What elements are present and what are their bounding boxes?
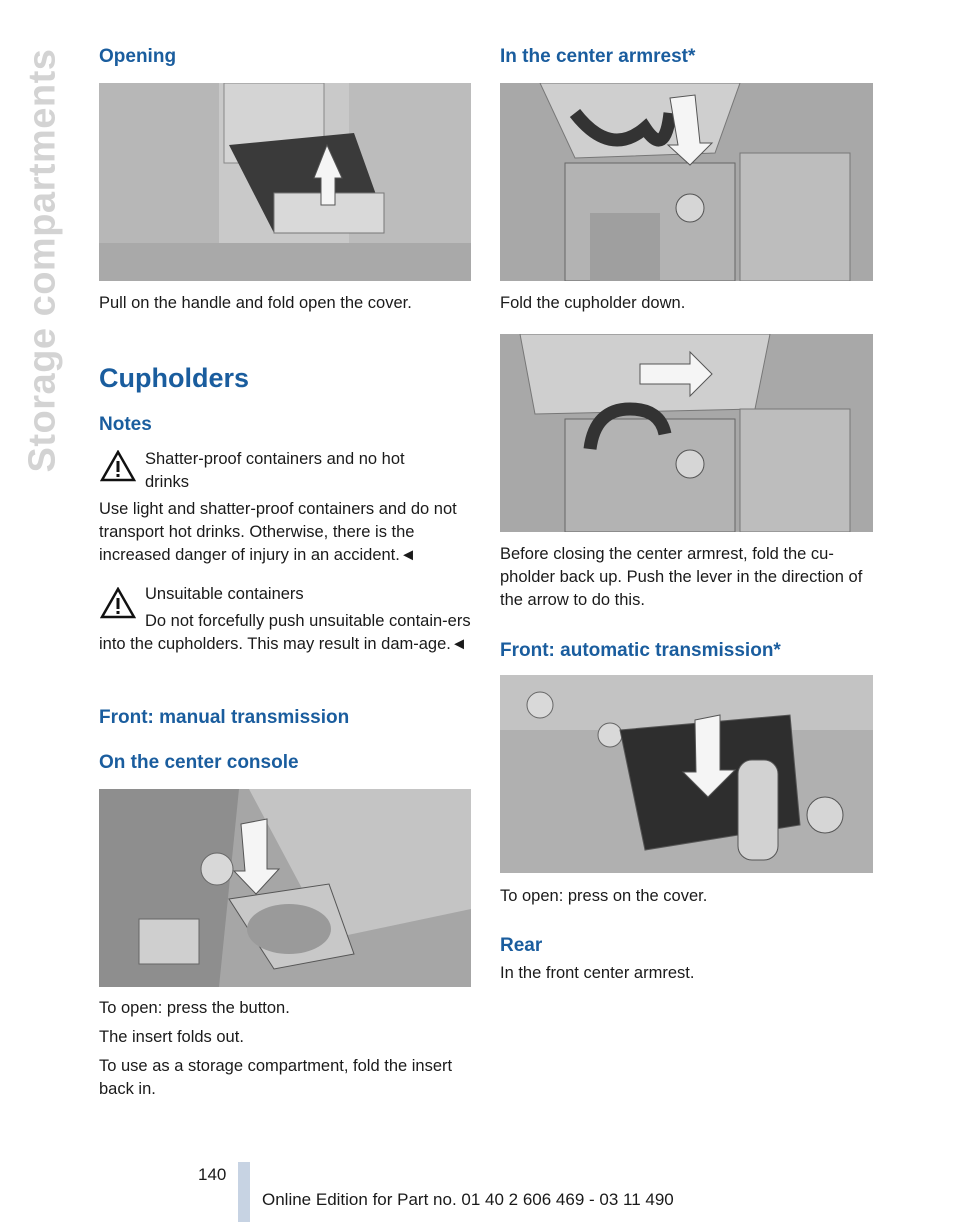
center-armrest-heading: In the center armrest* — [500, 46, 696, 67]
warning2-text: Do not forcefully push unsuitable contain-ers into the cupholders. This may result in dam-age.◄ — [99, 612, 471, 653]
manual-transmission-heading: Front: manual transmission — [99, 707, 350, 728]
footer-edition-text: Online Edition for Part no. 01 40 2 606 469 - 03 11 490 — [262, 1190, 674, 1209]
armrest-text-1: Fold the cupholder down. — [500, 294, 686, 312]
warning1-title: Shatter-proof containers and no hot drinks — [145, 450, 405, 491]
page-number: 140 — [198, 1165, 227, 1184]
rear-text: In the front center armrest. — [500, 964, 695, 982]
center-console-image — [99, 789, 471, 987]
automatic-transmission-heading: Front: automatic transmission* — [500, 640, 781, 661]
warning-triangle-icon — [100, 450, 136, 482]
rear-armrest-opening-image — [99, 83, 471, 281]
armrest-text-2: Before closing the center armrest, fold the cu-pholder back up. Push the lever in the direction of the arrow to do this. — [500, 545, 863, 609]
chapter-side-title: Storage compartments — [21, 48, 64, 472]
cupholders-heading: Cupholders — [99, 363, 250, 393]
notes-heading: Notes — [99, 414, 152, 435]
console-text-1: To open: press the button. — [99, 999, 290, 1017]
console-text-2: The insert folds out. — [99, 1028, 244, 1046]
footer-bar — [238, 1162, 250, 1222]
automatic-text: To open: press on the cover. — [500, 887, 708, 905]
center-console-heading: On the center console — [99, 752, 299, 773]
automatic-console-image — [500, 675, 873, 873]
warning1-text: Use light and shatter-proof containers and do not transport hot drinks. Otherwise, there is the increased danger of injury in an accident.◄ — [99, 500, 457, 564]
opening-heading: Opening — [99, 46, 177, 67]
cupholder-fold-up-image — [500, 334, 873, 532]
console-text-3: To use as a storage compartment, fold the insert back in. — [99, 1057, 453, 1098]
rear-heading: Rear — [500, 935, 543, 956]
cupholder-fold-down-image — [500, 83, 873, 281]
opening-text: Pull on the handle and fold open the cover. — [99, 294, 412, 312]
warning2-title: Unsuitable containers — [145, 585, 304, 603]
